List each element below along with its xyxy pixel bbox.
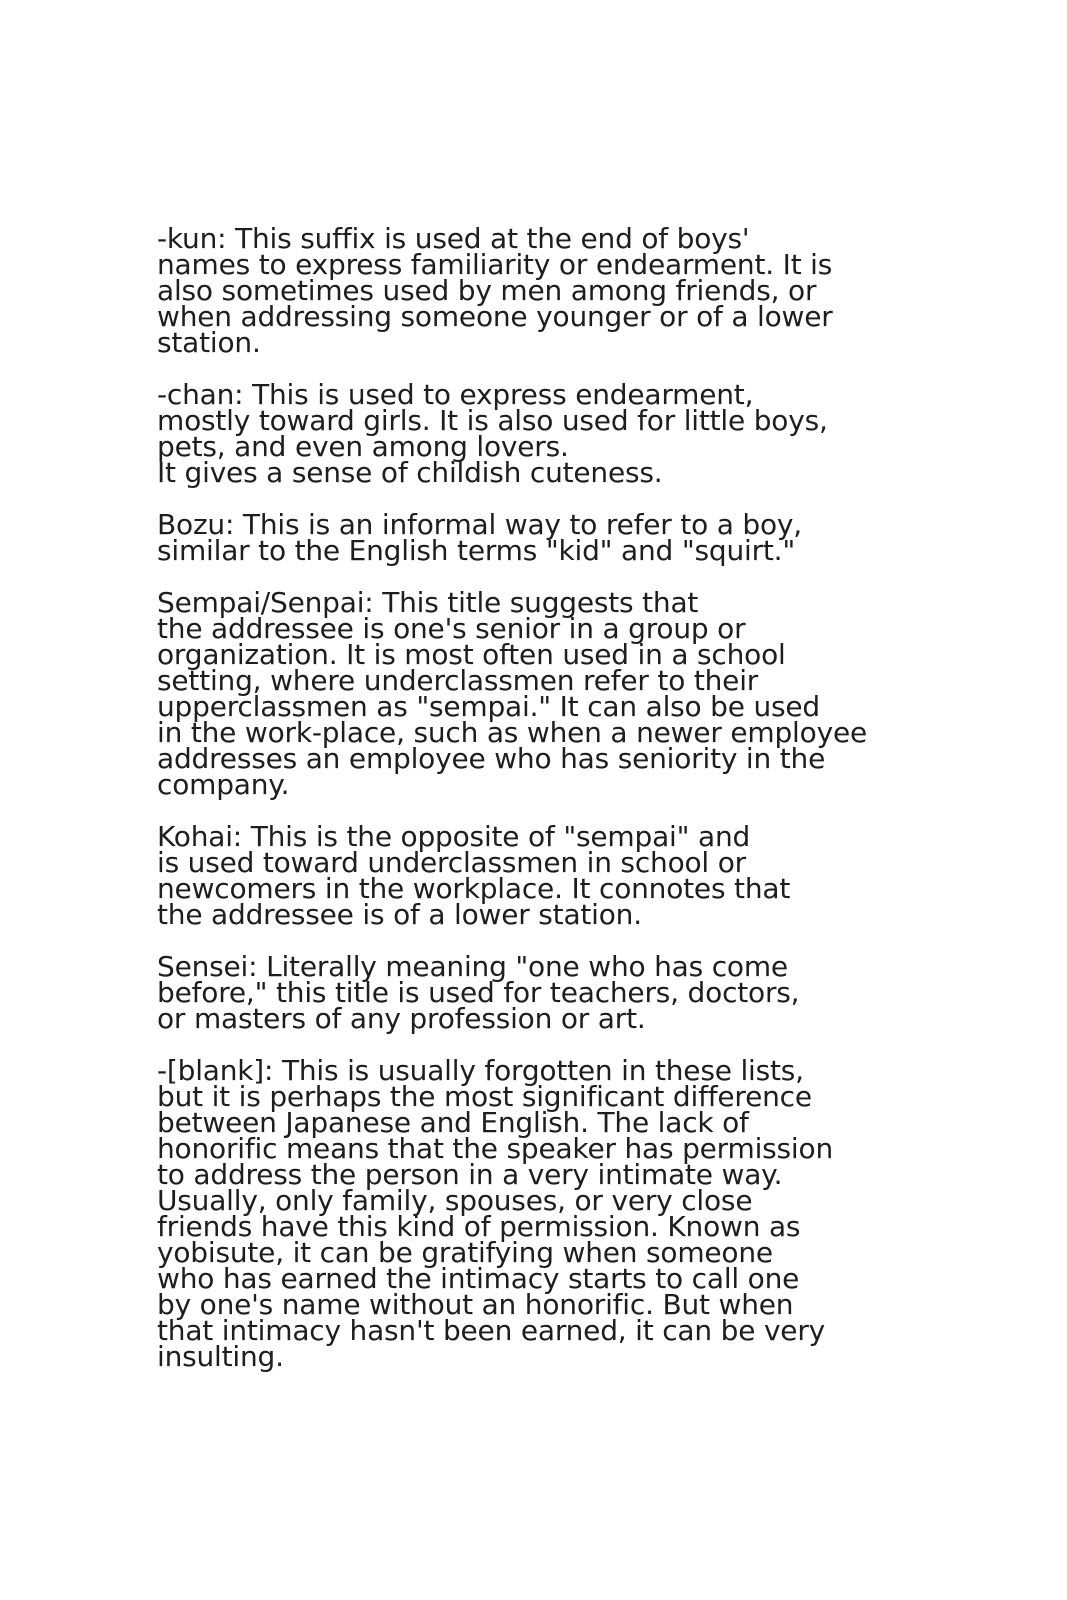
text-line: Usually, only family, spouses, or very close [157, 1184, 753, 1217]
text-line: between Japanese and English. The lack of [157, 1106, 749, 1139]
glossary-entry-bozu [157, 508, 947, 567]
text-line: when addressing someone younger or of a lower [157, 300, 833, 333]
glossary-entry-sempai [157, 586, 947, 801]
text-line: by one's name without an honorific. But when [157, 1288, 794, 1321]
text-line: honorific means that the speaker has permission [157, 1132, 833, 1165]
text-line: Kohai: This is the opposite of "sempai" and [157, 820, 751, 853]
glossary-entry-blank [157, 1054, 947, 1373]
text-line: similar to the English terms "kid" and "squirt." [157, 534, 796, 567]
text-line: upperclassmen as "sempai." It can also be used [157, 690, 821, 723]
text-line: station. [157, 326, 261, 359]
text-line: addresses an employee who has seniority in the [157, 742, 826, 775]
text-line: is used toward underclassmen in school or [157, 846, 746, 879]
text-line: the addressee is of a lower station. [157, 898, 642, 931]
text-line: names to express familiarity or endearment. It is [157, 248, 833, 281]
text-line: but it is perhaps the most significant difference [157, 1080, 812, 1113]
glossary-entry-chan [157, 378, 947, 489]
text-line: friends have this kind of permission. Known as [157, 1210, 801, 1243]
text-line: Sensei: Literally meaning "one who has come [157, 950, 788, 983]
glossary-entry-kun [157, 222, 947, 359]
text-line: -[blank]: This is usually forgotten in these lists, [157, 1054, 804, 1087]
text-line: also sometimes used by men among friends, or [157, 274, 817, 307]
text-line: newcomers in the workplace. It connotes that [157, 872, 791, 905]
text-line: Bozu: This is an informal way to refer to a boy, [157, 508, 802, 541]
text-line: in the work-place, such as when a newer employee [157, 716, 867, 749]
text-line: yobisute, it can be gratifying when someone [157, 1236, 773, 1269]
text-line: mostly toward girls. It is also used for little boys, [157, 404, 828, 437]
text-line: pets, and even among lovers. [157, 430, 569, 463]
text-line: organization. It is most often used in a school [157, 638, 786, 671]
honorifics-glossary [157, 222, 947, 1396]
text-line: It gives a sense of childish cuteness. [157, 456, 663, 489]
text-line: company. [157, 768, 290, 801]
text-line: Sempai/Senpai: This title suggests that [157, 586, 699, 619]
text-line: that intimacy hasn't been earned, it can be very [157, 1314, 826, 1347]
glossary-entry-kohai [157, 820, 947, 931]
text-line: -kun: This suffix is used at the end of boys' [157, 222, 750, 255]
text-line: to address the person in a very intimate way. [157, 1158, 783, 1191]
glossary-entry-sensei [157, 950, 947, 1035]
text-line: who has earned the intimacy starts to call one [157, 1262, 800, 1295]
text-line: setting, where underclassmen refer to their [157, 664, 759, 697]
text-line: -chan: This is used to express endearment, [157, 378, 754, 411]
text-line: the addressee is one's senior in a group or [157, 612, 746, 645]
text-line: before," this title is used for teachers, doctors, [157, 976, 800, 1009]
text-line: insulting. [157, 1340, 284, 1373]
text-line: or masters of any profession or art. [157, 1002, 646, 1035]
